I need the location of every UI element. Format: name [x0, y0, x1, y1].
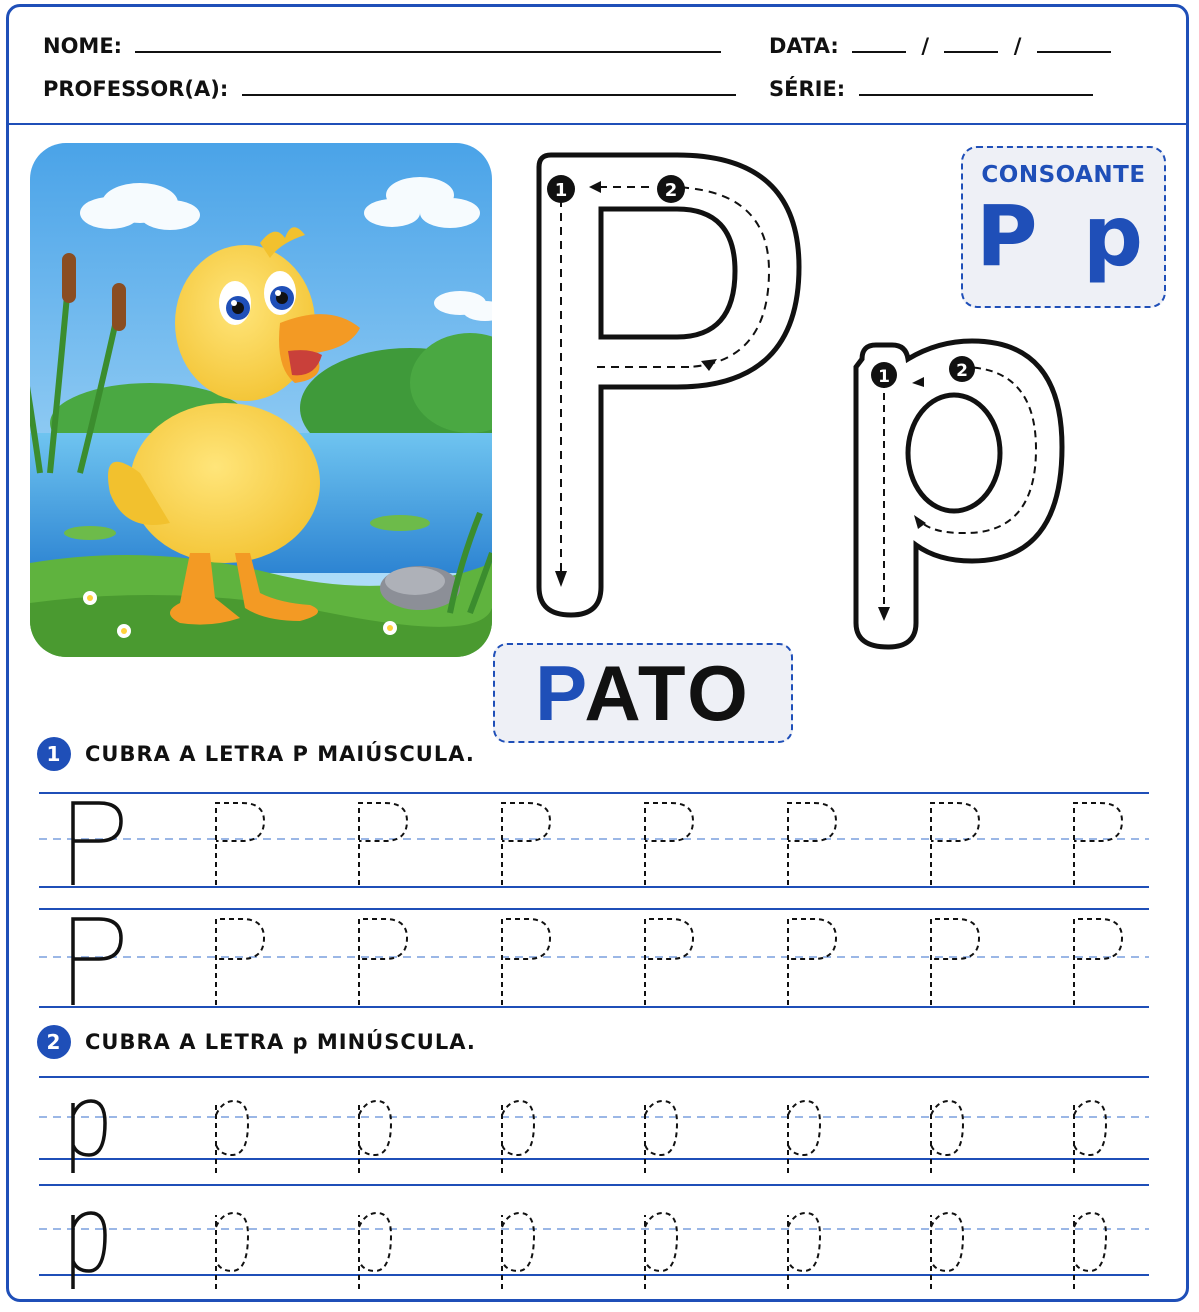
grade-field[interactable]	[769, 74, 1093, 101]
trace-letter[interactable]	[1074, 803, 1122, 885]
uppercase-p-tracing	[509, 147, 819, 632]
step-number: 1	[554, 180, 568, 201]
consonant-card	[961, 146, 1166, 308]
exercise-number-badge: 1	[37, 737, 71, 771]
trace-letter[interactable]	[359, 919, 407, 1005]
trace-letter[interactable]	[216, 919, 264, 1005]
model-letter	[73, 919, 121, 1005]
duck-scene	[30, 143, 492, 657]
name-field[interactable]	[43, 31, 721, 58]
grade-line[interactable]	[859, 74, 1093, 96]
model-letter	[73, 1101, 105, 1173]
model-letter	[73, 803, 121, 885]
exercise-number-badge: 2	[37, 1025, 71, 1059]
trace-letter[interactable]	[931, 919, 979, 1005]
name-line[interactable]	[135, 31, 721, 53]
teacher-label: PROFESSOR(A):	[43, 77, 229, 101]
trace-letter[interactable]	[216, 803, 264, 885]
teacher-line[interactable]	[242, 74, 736, 96]
word-rest: ATO	[584, 649, 751, 737]
date-separator: /	[921, 34, 930, 58]
trace-letter[interactable]	[931, 1213, 963, 1289]
date-year-line[interactable]	[1037, 31, 1111, 53]
step-number: 1	[878, 367, 890, 387]
grade-label: SÉRIE:	[769, 77, 846, 101]
word-first-letter: P	[535, 649, 585, 737]
exercise-1-instruction	[37, 737, 475, 771]
consonant-label: CONSOANTE	[981, 162, 1146, 188]
trace-letter[interactable]	[645, 1213, 677, 1289]
lowercase-p-tracing	[842, 337, 1072, 655]
trace-letter[interactable]	[931, 1101, 963, 1173]
teacher-field[interactable]	[43, 74, 736, 101]
consonant-letters: P p	[976, 187, 1151, 285]
trace-letter[interactable]	[788, 803, 836, 885]
trace-letter[interactable]	[645, 803, 693, 885]
trace-letter[interactable]	[788, 919, 836, 1005]
trace-letter[interactable]	[931, 803, 979, 885]
trace-letter[interactable]	[359, 1213, 391, 1289]
step-number: 2	[664, 180, 678, 201]
uppercase-p-counter	[601, 209, 735, 337]
trace-letter[interactable]	[1074, 1101, 1106, 1173]
model-letter	[73, 1213, 105, 1289]
step-number: 2	[956, 361, 968, 381]
trace-letter[interactable]	[788, 1101, 820, 1173]
trace-letter[interactable]	[502, 1213, 534, 1289]
duck-illustration	[30, 143, 492, 657]
date-day-line[interactable]	[852, 31, 906, 53]
date-separator: /	[1013, 34, 1022, 58]
trace-letter[interactable]	[359, 803, 407, 885]
tracing-practice-area[interactable]	[39, 777, 1149, 1297]
date-field[interactable]	[769, 31, 1111, 58]
trace-letter[interactable]	[359, 1101, 391, 1173]
exercise-1-text: CUBRA A LETRA P MAIÚSCULA.	[85, 742, 475, 766]
trace-letter[interactable]	[788, 1213, 820, 1289]
trace-letter[interactable]	[216, 1101, 248, 1173]
trace-letter[interactable]	[502, 919, 550, 1005]
trace-letter[interactable]	[645, 1101, 677, 1173]
trace-letter[interactable]	[216, 1213, 248, 1289]
date-month-line[interactable]	[944, 31, 998, 53]
trace-letter[interactable]	[502, 1101, 534, 1173]
exercise-2-text: CUBRA A LETRA p MINÚSCULA.	[85, 1030, 476, 1054]
name-label: NOME:	[43, 34, 123, 58]
lowercase-p-counter	[908, 395, 1000, 511]
trace-letter[interactable]	[502, 803, 550, 885]
date-label: DATA:	[769, 34, 839, 58]
trace-letter[interactable]	[1074, 919, 1122, 1005]
word-card	[493, 643, 793, 743]
trace-letter[interactable]	[1074, 1213, 1106, 1289]
worksheet-header	[9, 7, 1186, 125]
trace-letter[interactable]	[645, 919, 693, 1005]
worksheet-frame	[6, 4, 1189, 1302]
